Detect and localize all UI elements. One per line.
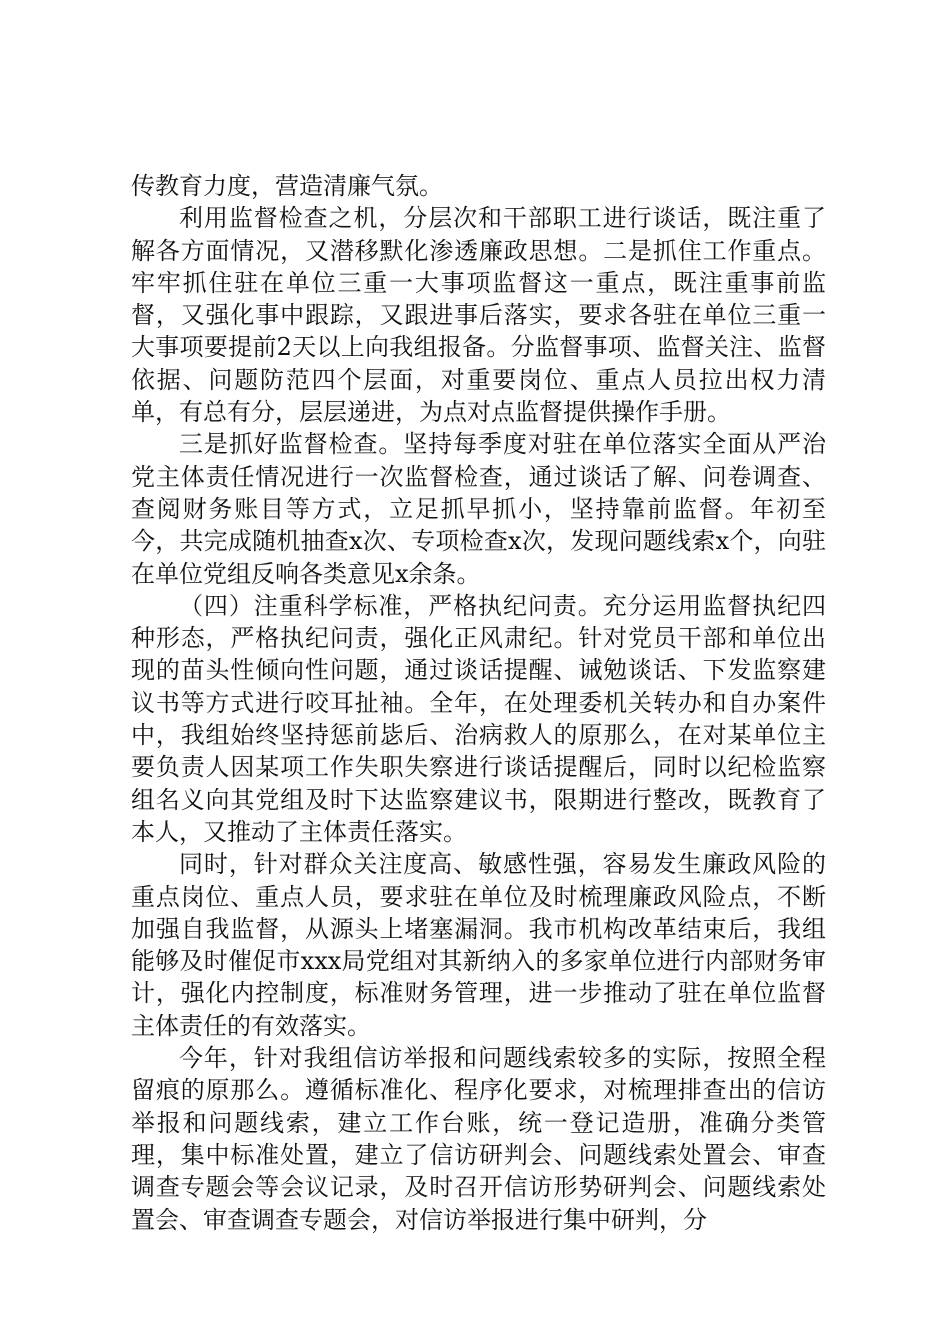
document-body	[131, 170, 826, 1236]
paragraph-discipline-accountability: （四）注重科学标准，严格执纪问责。充分运用监督执纪四种形态，严格执纪问责，强化正风肃纪。针对党员干部和单位出现的苗头性倾向性问题，通过谈话提醒、诫勉谈话、下发监察建议书等方式进行咬耳扯袖。全年，在处理委机关转办和自办案件中，我组始终坚持惩前毖后、治病救人的原那么，在对某单位主要负责人因某项工作失职失察进行谈话提醒后，同时以纪检监察组名义向其党组及时下达监察建议书，限期进行整改，既教育了本人，又推动了主体责任落实。	[131, 591, 826, 846]
paragraph-supervision-talks: 利用监督检查之机，分层次和干部职工进行谈话，既注重了解各方面情况，又潜移默化渗透廉政思想。二是抓住工作重点。牢牢抓住驻在单位三重一大事项监督这一重点，既注重事前监督，又强化事中跟踪，又跟进事后落实，要求各驻在单位三重一大事项要提前2天以上向我组报备。分监督事项、监督关注、监督依据、问题防范四个层面，对重要岗位、重点人员拉出权力清单，有总有分，层层递进，为点对点监督提供操作手册。	[131, 204, 826, 427]
paragraph-continuation: 传教育力度，营造清廉气氛。	[131, 172, 443, 200]
paragraph-supervision-inspection: 三是抓好监督检查。坚持每季度对驻在单位落实全面从严治党主体责任情况进行一次监督检查，通过谈话了解、问卷调查、查阅财务账目等方式，立足抓早抓小，坚持靠前监督。年初至今，共完成随机抽查x次、专项检查x次，发现问题线索x个，向驻在单位党组反响各类意见x余条。	[131, 430, 826, 588]
paragraph-petitions-clues: 今年，针对我组信访举报和问题线索较多的实际，按照全程留痕的原那么。遵循标准化、程序化要求，对梳理排查出的信访举报和问题线索，建立工作台账，统一登记造册，准确分类管理，集中标准处置，建立了信访研判会、问题线索处置会、审查调查专题会等会议记录，及时召开信访形势研判会、问题线索处置会、审查调查专题会，对信访举报进行集中研判，分	[131, 1044, 826, 1234]
paragraph-key-positions: 同时，针对群众关注度高、敏感性强，容易发生廉政风险的重点岗位、重点人员，要求驻在单位及时梳理廉政风险点，不断加强自我监督，从源头上堵塞漏洞。我市机构改革结束后，我组能够及时催促市xxx局党组对其新纳入的多家单位进行内部财务审计，强化内控制度，标准财务管理，进一步推动了驻在单位监督主体责任的有效落实。	[131, 850, 826, 1040]
